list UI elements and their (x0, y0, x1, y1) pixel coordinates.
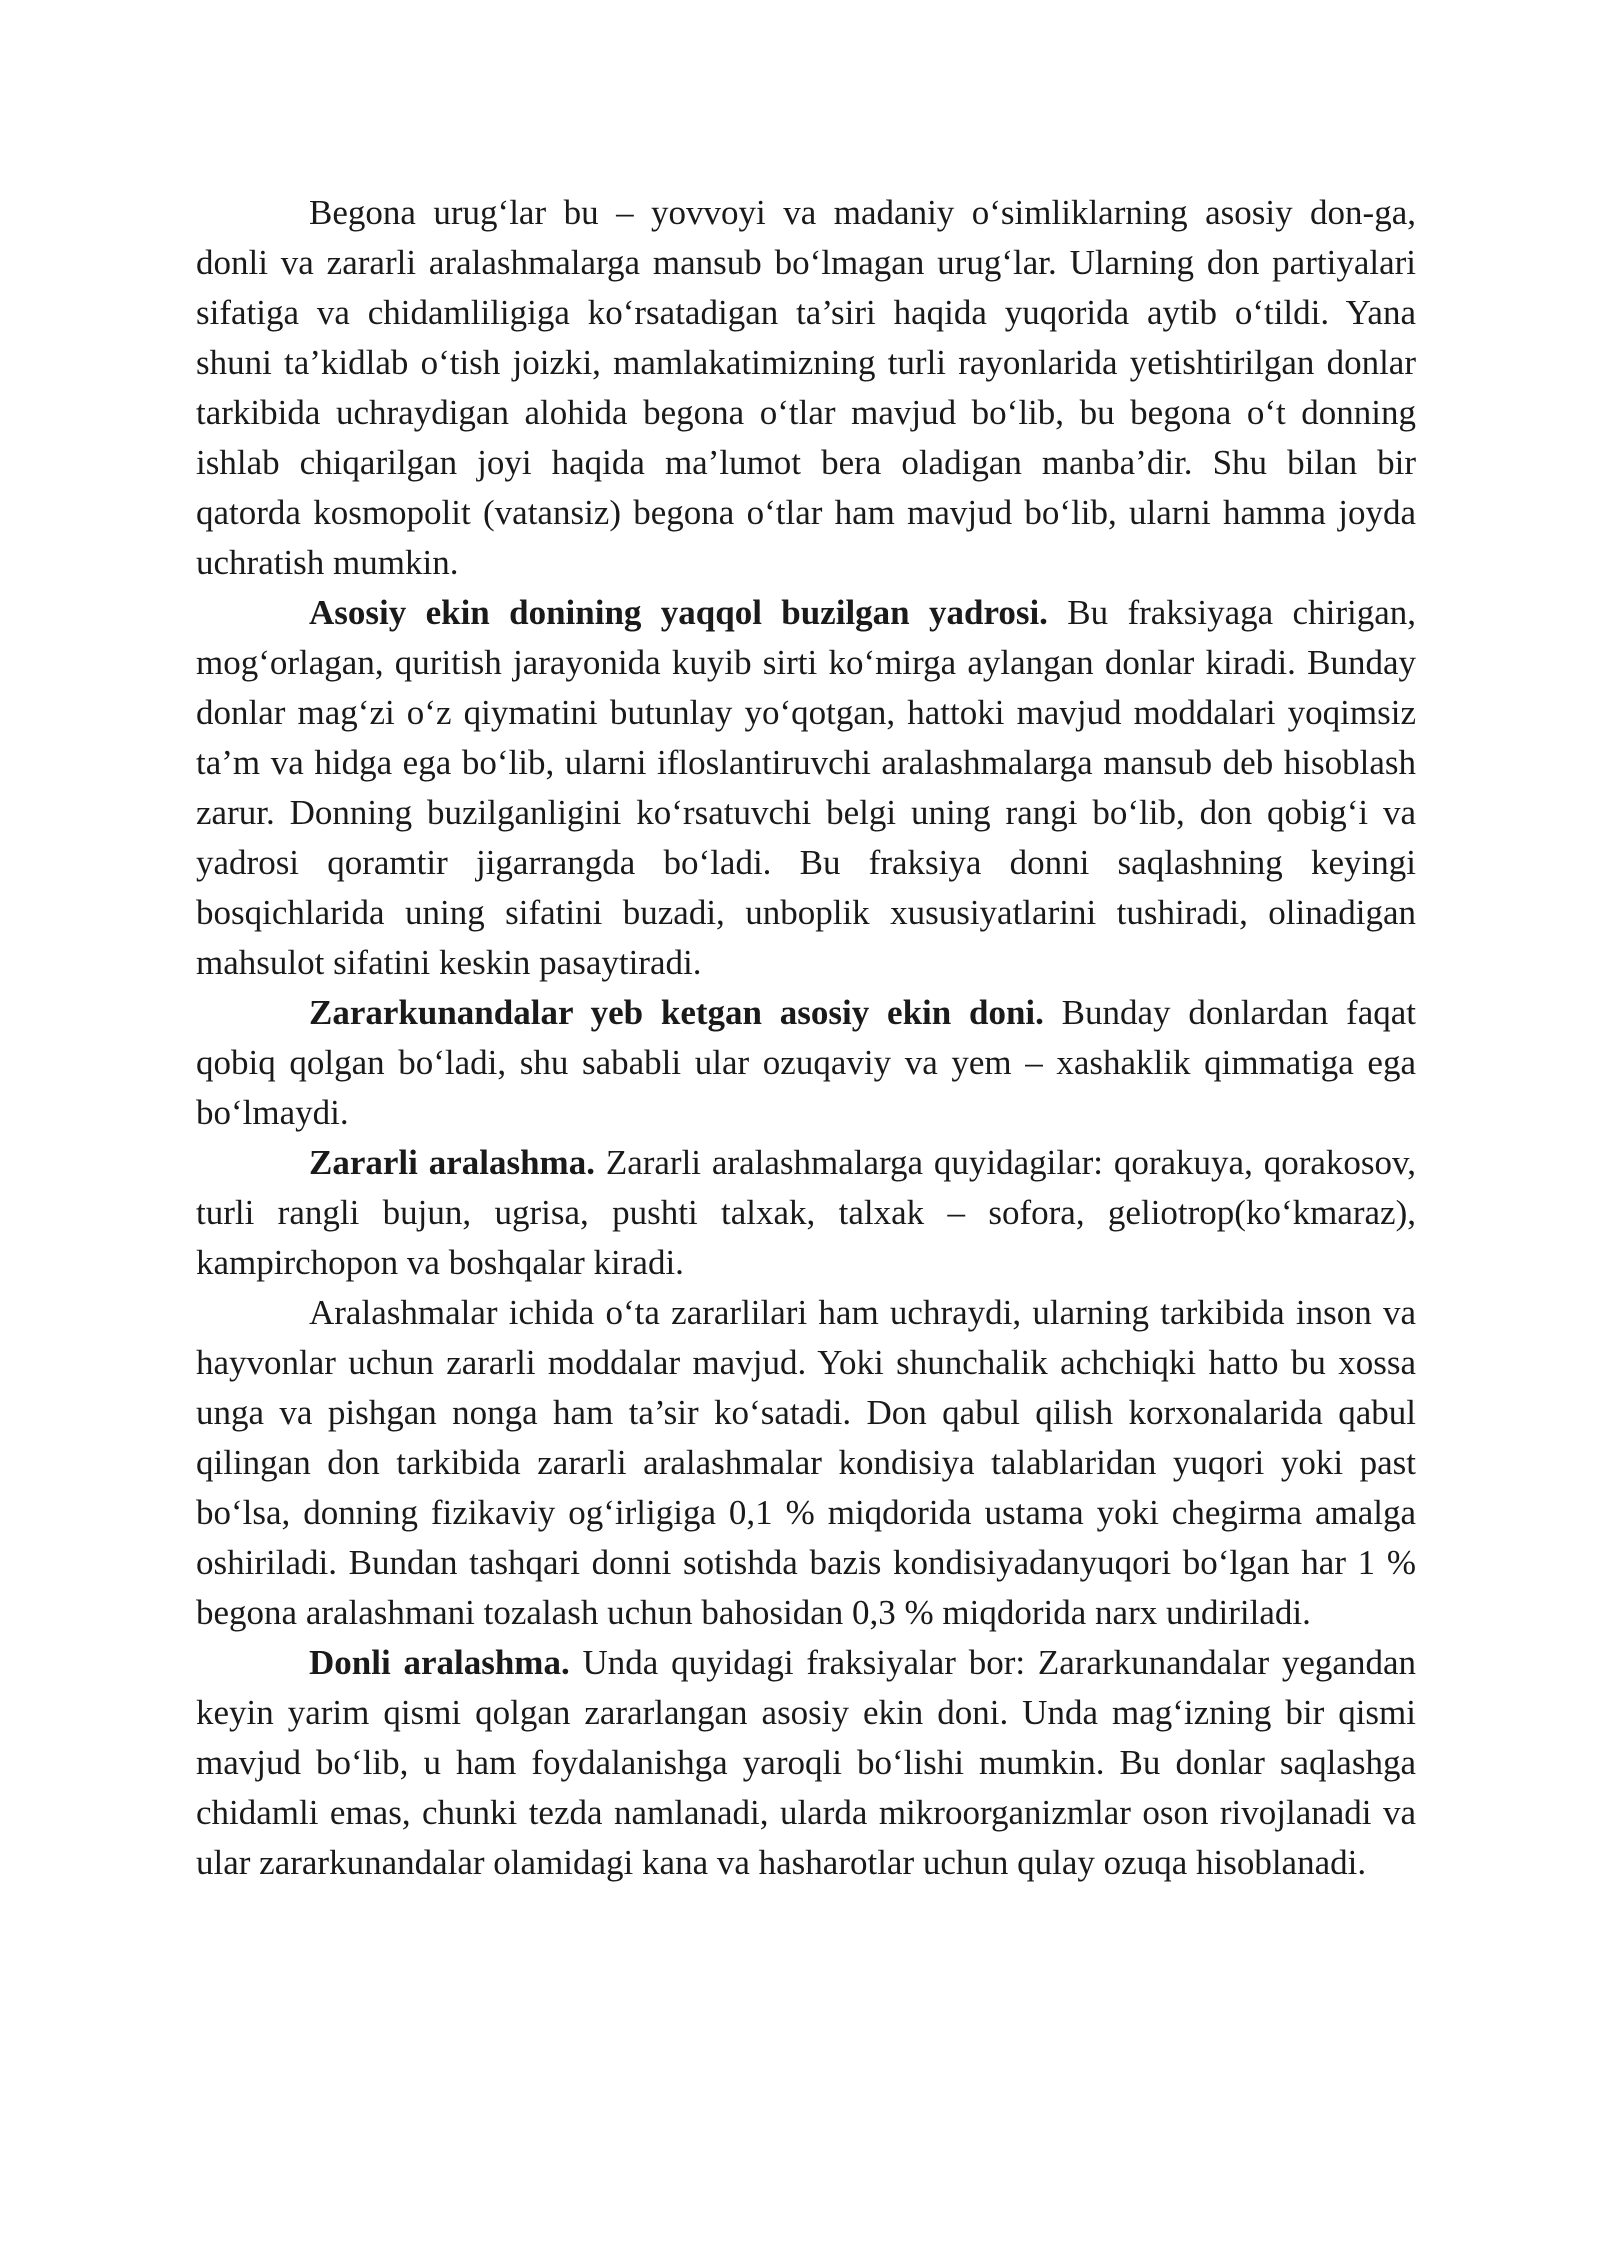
paragraph-zararli-aralashma (196, 1138, 1416, 1288)
document-page (196, 188, 1416, 1888)
paragraph-zararkunandalar-yegan (196, 988, 1416, 1138)
paragraph-heading: Donli aralashma. (309, 1643, 570, 1682)
paragraph-body: Unda quyidagi fraksiyalar bor: Zararkunandalar yegandan keyin yarim qismi qolgan zararlangan asosiy ekin doni. Unda mag‘izning bir qismi mavjud bo‘lib, u ham foydalanishga yaroqli bo‘lishi mumkin. Bu donlar saqlashga chidamli emas, chunki tezda namlanadi, ularda mikroorganizmlar oson rivojlanadi va ular zararkunandalar olamidagi kana va hasharotlar uchun qulay ozuqa hisoblanadi. (196, 1643, 1416, 1882)
paragraph-body: Zararli aralashmalarga quyidagilar: qorakuya, qorakosov, turli rangli bujun, ugrisa, pushti talxak, talxak – sofora, geliotrop(ko‘kmaraz), kampirchopon va boshqalar kiradi. (196, 1143, 1416, 1282)
paragraph-buzilgan-yadro (196, 588, 1416, 988)
paragraph-heading: Zararli aralashma. (309, 1143, 595, 1182)
paragraph-begona-uruglar (196, 188, 1416, 588)
paragraph-heading: Zararkunandalar yeb ketgan asosiy ekin doni. (309, 993, 1044, 1032)
paragraph-donli-aralashma (196, 1638, 1416, 1888)
paragraph-body: Bu fraksiyaga chirigan, mog‘orlagan, quritish jarayonida kuyib sirti ko‘mirga aylangan donlar kiradi. Bunday donlar mag‘zi o‘z qiymatini butunlay yo‘qotgan, hattoki mavjud moddalari yoqimsiz ta’m va hidga ega bo‘lib, ularni ifloslantiruvchi aralashmalarga mansub deb hisoblash zarur. Donning buzilganligini ko‘rsatuvchi belgi uning rangi bo‘lib, don qobig‘i va yadrosi qoramtir jigarrangda bo‘ladi. Bu fraksiya donni saqlashning keyingi bosqichlarida uning sifatini buzadi, unboplik xususiyatlarini tushiradi, olinadigan mahsulot sifatini keskin pasaytiradi. (196, 593, 1416, 982)
paragraph-ota-zararlilari (196, 1288, 1416, 1638)
paragraph-heading: Asosiy ekin donining yaqqol buzilgan yadrosi. (309, 593, 1048, 632)
paragraph-body: Begona urug‘lar bu – yovvoyi va madaniy o‘simliklarning asosiy don-ga, donli va zararli aralashmalarga mansub bo‘lmagan urug‘lar. Ularning don partiyalari sifatiga va chidamliligiga ko‘rsatadigan ta’siri haqida yuqorida aytib o‘tildi. Yana shuni ta’kidlab o‘tish joizki, mamlakatimizning turli rayonlarida yetishtirilgan donlar tarkibida uchraydigan alohida begona o‘tlar mavjud bo‘lib, bu begona o‘t donning ishlab chiqarilgan joyi haqida ma’lumot bera oladigan manba’dir. Shu bilan bir qatorda kosmopolit (vatansiz) begona o‘tlar ham mavjud bo‘lib, ularni hamma joyda uchratish mumkin. (196, 193, 1416, 582)
paragraph-body: Bunday donlardan faqat qobiq qolgan bo‘ladi, shu sababli ular ozuqaviy va yem – xashaklik qimmatiga ega bo‘lmaydi. (196, 993, 1416, 1132)
paragraph-body: Aralashmalar ichida o‘ta zararlilari ham uchraydi, ularning tarkibida inson va hayvonlar uchun zararli moddalar mavjud. Yoki shunchalik achchiqki hatto bu xossa unga va pishgan nonga ham ta’sir ko‘satadi. Don qabul qilish korxonalarida qabul qilingan don tarkibida zararli aralashmalar kondisiya talablaridan yuqori yoki past bo‘lsa, donning fizikaviy og‘irligiga 0,1 % miqdorida ustama yoki chegirma amalga oshiriladi. Bundan tashqari donni sotishda bazis kondisiyadanyuqori bo‘lgan har 1 % begona aralashmani tozalash uchun bahosidan 0,3 % miqdorida narx undiriladi. (196, 1293, 1416, 1632)
